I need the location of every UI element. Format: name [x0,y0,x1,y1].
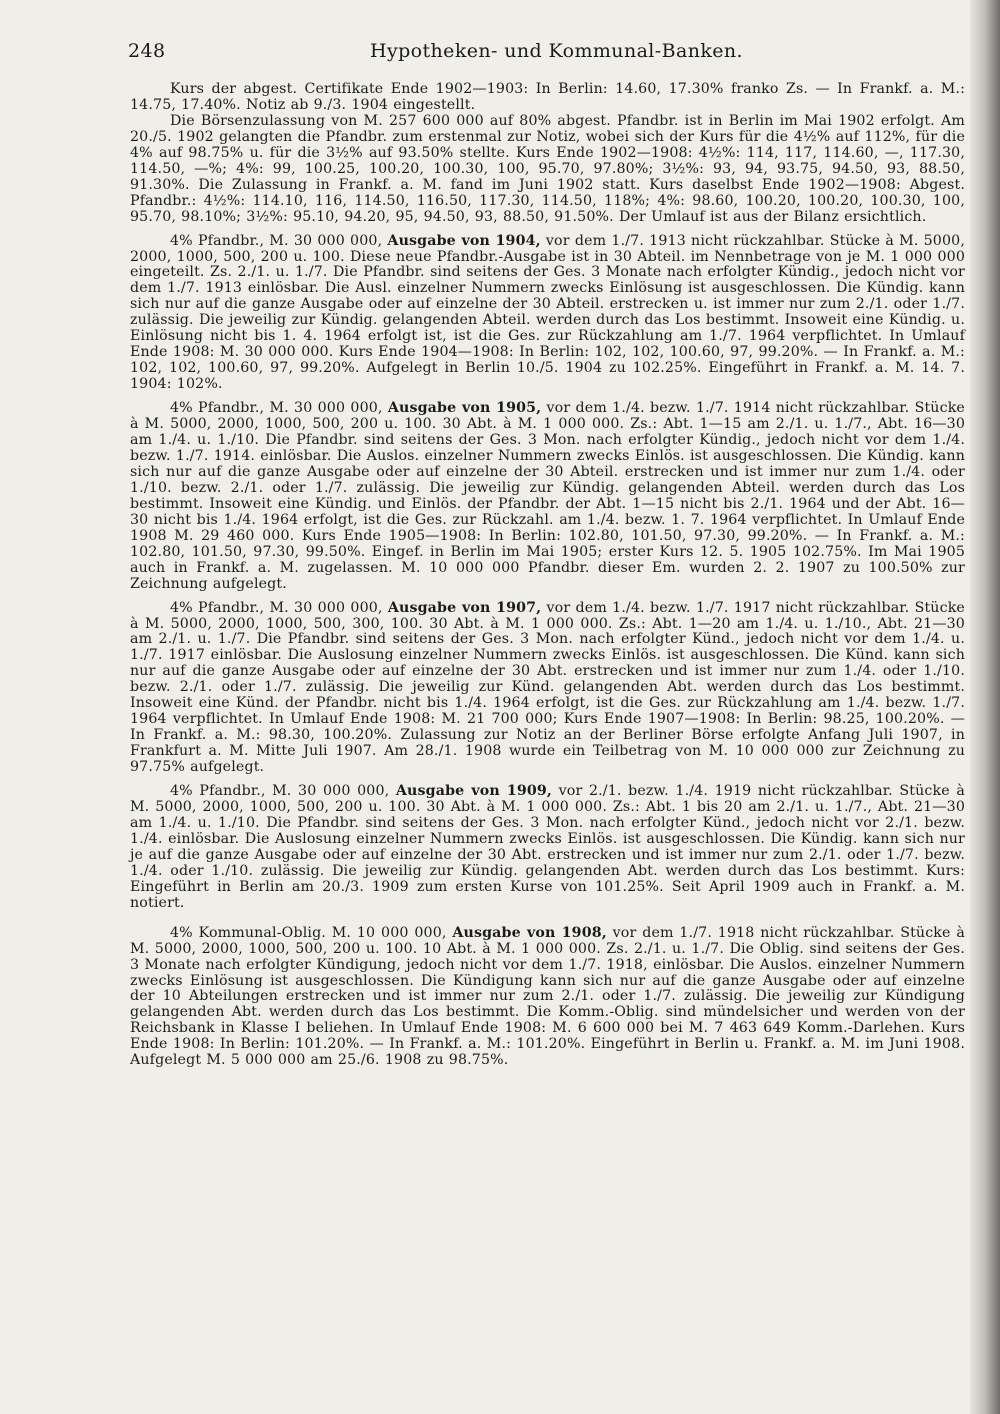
issue-heading: Ausgabe von 1904, [387,232,541,249]
paragraph-issue-1905: 4% Pfandbr., M. 30 000 000, Ausgabe von 1905, vor dem 1./4. bezw. 1./7. 1914 nicht rückzahlbar. Stücke à M. 5000, 2000, 1000, 500, 200 u. 100. 30 Abt. à M. 1 000 000. Zs.: Abt. 1—15 am 2./1. u. 1./7., Abt. 16—30 am 1./4. u. 1./10. Die Pfandbr. sind seitens der Ges. 3 Mon. nach erfolgter Kündig., jedoch nicht vor dem 1./4. bezw. 1./7. 1914. einlösbar. Die Auslos. einzelner Nummern zwecks Einlös. ist ausgeschlossen. Die Kündig. kann sich nur auf die ganze Ausgabe oder auf einzelne der 30 Abteil. erstrecken und ist immer nur zum 1./4. oder 1./10. bezw. 2./1. oder 1./7. zulässig. Die jeweilig zur Kündig. gelangenden Abteil. werden durch das Los bestimmt. Insoweit eine Kündig. und Einlös. der Pfandbr. der Abt. 1—15 nicht bis 2./1. 1964 und der Abt. 16—30 nicht bis 1./4. 1964 erfolgt, ist die Ges. zur Rückzahl. am 1./4. bezw. 1. 7. 1964 verpflichtet. In Umlauf Ende 1908 M. 29 460 000. Kurs Ende 1905—1908: In Berlin: 102.80, 101.50, 97.30, 99.20%. — In Frankf. a. M.: 102.80, 101.50, 97.30, 99.50%. Eingef. in Berlin im Mai 1905; erster Kurs 12. 5. 1905 102.75%. Im Mai 1905 auch in Frankf. a. M. zugelassen. M. 10 000 000 Pfandbr. dieser Em. wurden 2. 2. 1907 zu 100.50% zur Zeichnung aufgelegt. [130,400,965,592]
issue-heading: Ausgabe von 1908, [452,924,607,941]
issue-heading: Ausgabe von 1905, [387,400,542,417]
issue-heading: Ausgabe von 1907, [387,599,542,616]
page-edge-shadow [970,0,1000,1414]
paragraph-issue-1904: 4% Pfandbr., M. 30 000 000, Ausgabe von 1904, vor dem 1./7. 1913 nicht rückzahlbar. Stücke à M. 5000, 2000, 1000, 500, 200 u. 100. Diese neue Pfandbr.-Ausgabe ist in 30 Abteil. im Nennbetrage von je M. 1 000 000 eingeteilt. Zs. 2./1. u. 1./7. Die Pfandbr. sind seitens der Ges. 3 Monate nach erfolgter Kündig., jedoch nicht vor dem 1./7. 1913 einlösbar. Die Ausl. einzelner Nummern zwecks Einlösung ist ausgeschlossen. Die Kündig. kann sich nur auf die ganze Ausgabe oder auf einzelne der 30 Abteil. erstrecken u. ist immer nur zum 2./1. oder 1./7. zulässig. Die jeweilig zur Kündig. gelangenden Abteil. werden durch das Los bestimmt. Insoweit eine Kündig. u. Einlösung nicht bis 1. 4. 1964 erfolgt ist, ist die Ges. zur Rückzahlung am 1./7. 1964 verpflichtet. In Umlauf Ende 1908: M. 30 000 000. Kurs Ende 1904—1908: In Berlin: 102, 102, 100.60, 97, 99.20%. — In Frankf. a. M.: 102, 102, 100.60, 97, 99.20%. Aufgelegt in Berlin 10./5. 1904 zu 102.25%. Eingeführt in Frankf. a. M. 14. 7. 1904: 102%. [130,232,965,393]
paragraph-certificates: Kurs der abgest. Certifikate Ende 1902—1903: In Berlin: 14.60, 17.30% franko Zs. — In Frankf. a. M.: 14.75, 17.40%. Notiz ab 9./3. 1904 eingestellt. [130,81,965,113]
paragraph-issue-1909: 4% Pfandbr., M. 30 000 000, Ausgabe von 1909, vor 2./1. bezw. 1./4. 1919 nicht rückzahlbar. Stücke à M. 5000, 2000, 1000, 500, 200 u. 100. 30 Abt. à M. 1 000 000. Zs.: Abt. 1 bis 20 am 2./1. u. 1./7., Abt. 21—30 am 1./4. u. 1./10. Die Pfandbr. sind seitens der Ges. 3 Mon. nach erfolgter Künd., jedoch nicht vor 2./1. bezw. 1./4. einlösbar. Die Auslosung einzelner Nummern zwecks Einlös. ist ausgeschlossen. Die Kündig. kann sich nur je auf die ganze Ausgabe oder auf einzelne der 30 Abt. erstrecken und ist immer nur zum 2./1. oder 1./7. bezw. 1./4. oder 1./10. zulässig. Die jeweilig zur Kündig. gelangenden Abt. werden durch das Los bestimmt. Kurs: Eingeführt in Berlin am 20./3. 1909 zum ersten Kurse von 101.25%. Seit April 1909 auch in Frankf. a. M. notiert. [130,783,966,911]
issue-heading: Ausgabe von 1909, [395,783,552,800]
page-number: 248 [128,40,166,62]
page-header [128,40,978,70]
paragraph-issue-1907: 4% Pfandbr., M. 30 000 000, Ausgabe von 1907, vor dem 1./4. bezw. 1./7. 1917 nicht rückzahlbar. Stücke à M. 5000, 2000, 1000, 500, 300, 100. 30 Abt. à M. 1 000 000. Zs.: Abt. 1—20 am 1./4. u. 1./10., Abt. 21—30 am 2./1. u. 1./7. Die Pfandbr. sind seitens der Ges. 3 Mon. nach erfolgter Künd., jedoch nicht vor dem 1./4. u. 1./7. 1917 einlösbar. Die Auslosung einzelner Nummern zwecks Einlös. ist ausgeschlossen. Die Künd. kann sich nur auf die ganze Ausgabe oder auf einzelne der 30 Abt. erstrecken und ist immer nur zum 1./4. oder 1./10. bezw. 2./1. oder 1./7. zulässig. Die jeweilig zur Künd. gelangenden Abt. werden durch das Los bestimmt. Insoweit eine Künd. der Pfandbr. nicht bis 1./4. 1964 erfolgt, ist die Ges. zur Rückzahlung am 1./4. bezw. 1./7. 1964 verpflichtet. In Umlauf Ende 1908: M. 21 700 000; Kurs Ende 1907—1908: In Berlin: 98.25, 100.20%. — In Frankf. a. M.: 98.30, 100.20%. Zulassung zur Notiz an der Berliner Börse erfolgte Anfang Juli 1907, in Frankfurt a. M. Mitte Juli 1907. Am 28./1. 1908 wurde ein Teilbetrag von M. 10 000 000 zur Zeichnung zu 97.75% aufgelegt. [130,599,965,776]
running-title: Hypotheken- und Kommunal-Banken. [370,40,743,62]
body-text [130,82,965,1069]
paragraph-kommunal-1908: 4% Kommunal-Oblig. M. 10 000 000, Ausgabe von 1908, vor dem 1./7. 1918 nicht rückzahlbar. Stücke à M. 5000, 2000, 1000, 500, 200 u. 100. 10 Abt. à M. 1 000 000. Zs. 2./1. u. 1./7. Die Oblig. sind seitens der Ges. 3 Monate nach erfolgter Kündigung, jedoch nicht vor dem 1./7. 1918, einlösbar. Die Auslos. einzelner Nummern zwecks Einlösung ist ausgeschlossen. Die Kündigung kann sich nur auf die ganze Ausgabe oder auf einzelne der 10 Abteilungen erstrecken und ist immer nur zum 2./1. oder 1./7. zulässig. Die jeweilig zur Kündigung gelangenden Abt. werden durch das Los bestimmt. Die Komm.-Oblig. sind mündelsicher und werden von der Reichsbank in Klasse I beliehen. In Umlauf Ende 1908: M. 6 600 000 bei M. 7 463 649 Komm.-Darlehen. Kurs Ende 1908: In Berlin: 101.20%. — In Frankf. a. M.: 101.20%. Eingeführt in Berlin u. Frankf. a. M. im Juni 1908. Aufgelegt M. 5 000 000 am 25./6. 1908 zu 98.75%. [130,924,965,1069]
paragraph-listing: Die Börsenzulassung von M. 257 600 000 auf 80% abgest. Pfandbr. ist in Berlin im Mai 1902 erfolgt. Am 20./5. 1902 gelangten die Pfandbr. zum erstenmal zur Notiz, wobei sich der Kurs für die 4½% auf 112%, für die 4% auf 98.75% u. für die 3½% auf 93.50% stellte. Kurs Ende 1902—1908: 4½%: 114, 117, 114.60, —, 117.30, 114.50, —%; 4%: 99, 100.25, 100.20, 100.30, 100, 95.70, 97.80%; 3½%: 93, 94, 93.75, 94.50, 93, 88.50, 91.30%. Die Zulassung in Frankf. a. M. fand im Juni 1902 statt. Kurs daselbst Ende 1902—1908: Abgest. Pfandbr.: 4½%: 114.10, 116, 114.50, 116.50, 117.30, 114.50, 118%; 4%: 98.60, 100.20, 100.20, 100.30, 100, 95.70, 98.10%; 3½%: 95.10, 94.20, 95, 94.50, 93, 88.50, 91.50%. Der Umlauf ist aus der Bilanz ersichtlich. [130,112,965,225]
